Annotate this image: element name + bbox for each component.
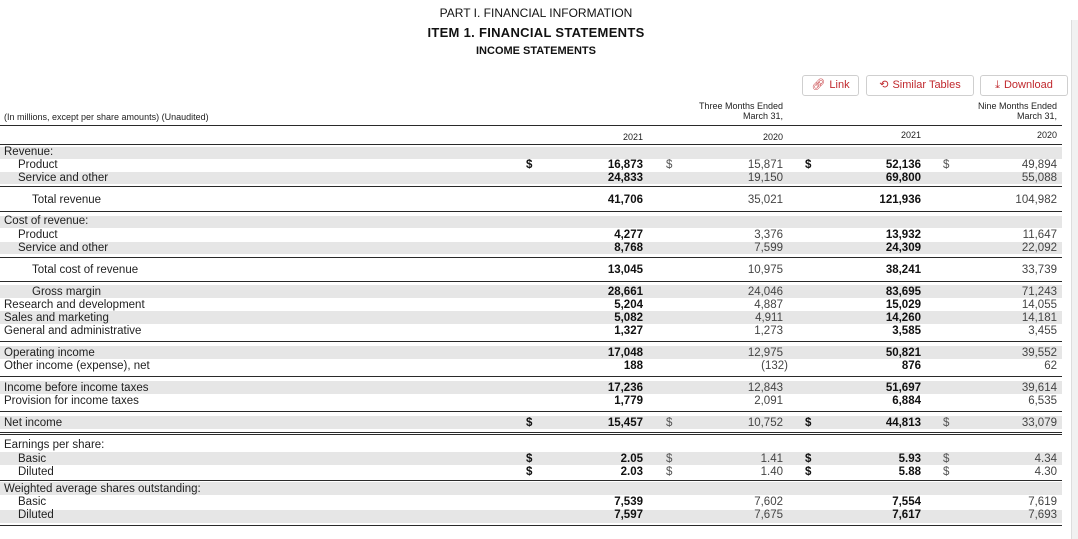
cell-income-before-tax-2020-9m: 39,614 xyxy=(1021,382,1057,394)
period-nine-line1: Nine Months Ended xyxy=(977,101,1057,111)
row-label-shares-basic: Basic xyxy=(18,496,47,508)
cell-total-revenue-2020-9m: 104,982 xyxy=(1015,194,1057,206)
currency-symbol: $ xyxy=(666,466,673,478)
similar-tables-button[interactable] xyxy=(866,75,974,96)
cell-other-income-2020-9m: 62 xyxy=(1044,360,1057,372)
cell-gross-margin-2020-3m: 24,046 xyxy=(747,286,783,298)
cell-provision-tax-2021-9m: 6,884 xyxy=(892,395,921,407)
cell-eps-basic-2020-3m: 1.41 xyxy=(760,453,783,465)
section-eps: Earnings per share: xyxy=(4,439,105,451)
rule-after-total-cost xyxy=(0,281,1062,282)
cell-provision-tax-2020-3m: 2,091 xyxy=(754,395,783,407)
cell-rev-product-2020-3m: 15,871 xyxy=(747,159,783,171)
cell-total-revenue-2021-3m: 41,706 xyxy=(607,194,643,206)
section-cost-of-revenue: Cost of revenue: xyxy=(4,215,89,227)
cell-operating-income-2020-9m: 39,552 xyxy=(1021,347,1057,359)
rule-before-total-revenue xyxy=(0,186,1062,187)
cell-eps-diluted-2020-3m: 1.40 xyxy=(760,466,783,478)
cell-provision-tax-2021-3m: 1,779 xyxy=(614,395,643,407)
cell-income-before-tax-2021-3m: 17,236 xyxy=(607,382,643,394)
cell-cost-product-2020-3m: 3,376 xyxy=(754,229,783,241)
year-col4: 2020 xyxy=(1036,130,1057,140)
cell-total-cost-2020-3m: 10,975 xyxy=(747,264,783,276)
cell-total-revenue-2020-3m: 35,021 xyxy=(747,194,783,206)
rule-after-net-income xyxy=(0,432,1062,433)
cell-rnd-2020-9m: 14,055 xyxy=(1021,299,1057,311)
cell-cost-service-2020-3m: 7,599 xyxy=(754,242,783,254)
cell-other-income-2021-3m: 188 xyxy=(623,360,643,372)
currency-symbol: $ xyxy=(526,417,533,429)
cell-rev-service-2020-9m: 55,088 xyxy=(1021,172,1057,184)
currency-symbol: $ xyxy=(805,417,812,429)
row-label-other-income: Other income (expense), net xyxy=(4,360,150,372)
history-icon: ⟲ xyxy=(879,79,889,91)
currency-symbol: $ xyxy=(943,453,950,465)
cell-shares-diluted-2021-3m: 7,597 xyxy=(614,509,643,521)
double-rule-after-net-income xyxy=(0,434,1062,435)
cell-total-cost-2021-3m: 13,045 xyxy=(607,264,643,276)
currency-symbol: $ xyxy=(666,159,673,171)
cell-shares-diluted-2021-9m: 7,617 xyxy=(892,509,921,521)
currency-symbol: $ xyxy=(526,453,533,465)
cell-net-income-2021-9m: 44,813 xyxy=(885,417,921,429)
cell-other-income-2021-9m: 876 xyxy=(901,360,921,372)
rule-before-income-before-tax xyxy=(0,376,1062,377)
row-label-cost-service: Service and other xyxy=(18,242,109,254)
row-label-rev-service: Service and other xyxy=(18,172,109,184)
period-nine-months xyxy=(920,101,1057,121)
row-label-provision-tax: Provision for income taxes xyxy=(4,395,139,407)
year-col1: 2021 xyxy=(622,132,643,142)
row-label-cost-product: Product xyxy=(18,229,58,241)
row-label-total-cost: Total cost of revenue xyxy=(32,264,139,276)
section-shares: Weighted average shares outstanding: xyxy=(4,483,201,495)
part-heading: PART I. FINANCIAL INFORMATION xyxy=(439,6,633,20)
band-revenue xyxy=(0,147,1062,159)
rule-before-operating xyxy=(0,341,1062,342)
currency-symbol: $ xyxy=(666,453,673,465)
link-button[interactable] xyxy=(802,75,859,96)
cell-total-revenue-2021-9m: 121,936 xyxy=(879,194,921,206)
cell-shares-diluted-2020-9m: 7,693 xyxy=(1028,509,1057,521)
cell-eps-basic-2020-9m: 4.34 xyxy=(1034,453,1057,465)
currency-symbol: $ xyxy=(943,159,950,171)
rule-before-total-cost xyxy=(0,257,1062,258)
cell-net-income-2020-3m: 10,752 xyxy=(747,417,783,429)
rule-bottom xyxy=(0,525,1062,526)
similar-tables-label: Similar Tables xyxy=(892,79,961,91)
band-cost xyxy=(0,216,1062,228)
cell-rev-service-2021-9m: 69,800 xyxy=(885,172,921,184)
link-icon: 🔗︎ xyxy=(811,79,826,91)
cell-net-income-2020-9m: 33,079 xyxy=(1021,417,1057,429)
download-label: Download xyxy=(1003,79,1053,91)
cell-other-income-2020-3m: (132) xyxy=(761,360,788,372)
currency-symbol: $ xyxy=(943,466,950,478)
cell-sales-marketing-2021-9m: 14,260 xyxy=(885,312,921,324)
cell-shares-diluted-2020-3m: 7,675 xyxy=(754,509,783,521)
row-label-shares-diluted: Diluted xyxy=(18,509,54,521)
currency-symbol: $ xyxy=(526,159,533,171)
cell-gna-2020-3m: 1,273 xyxy=(754,325,783,337)
cell-gross-margin-2021-9m: 83,695 xyxy=(885,286,921,298)
cell-gna-2021-9m: 3,585 xyxy=(892,325,921,337)
cell-operating-income-2021-3m: 17,048 xyxy=(607,347,643,359)
cell-rnd-2021-3m: 5,204 xyxy=(614,299,643,311)
cell-cost-product-2021-9m: 13,932 xyxy=(885,229,921,241)
cell-income-before-tax-2021-9m: 51,697 xyxy=(885,382,921,394)
cell-sales-marketing-2020-9m: 14,181 xyxy=(1021,312,1057,324)
cell-provision-tax-2020-9m: 6,535 xyxy=(1028,395,1057,407)
cell-shares-basic-2021-3m: 7,539 xyxy=(614,496,643,508)
cell-rnd-2021-9m: 15,029 xyxy=(885,299,921,311)
period-three-months xyxy=(650,101,783,121)
cell-rnd-2020-3m: 4,887 xyxy=(754,299,783,311)
cell-sales-marketing-2021-3m: 5,082 xyxy=(614,312,643,324)
cell-gna-2021-3m: 1,327 xyxy=(614,325,643,337)
cell-rev-product-2021-3m: 16,873 xyxy=(607,159,643,171)
row-label-income-before-tax: Income before income taxes xyxy=(4,382,149,394)
row-label-eps-basic: Basic xyxy=(18,453,47,465)
row-label-operating-income: Operating income xyxy=(4,347,95,359)
download-icon: ⤓ xyxy=(995,79,1000,91)
section-revenue: Revenue: xyxy=(4,146,54,158)
cell-eps-basic-2021-3m: 2.05 xyxy=(620,453,643,465)
cell-rev-product-2020-9m: 49,894 xyxy=(1021,159,1057,171)
currency-symbol: $ xyxy=(805,466,812,478)
currency-symbol: $ xyxy=(526,466,533,478)
cell-eps-diluted-2021-3m: 2.03 xyxy=(620,466,643,478)
period-nine-line2: March 31, xyxy=(1016,111,1057,121)
rule-after-eps xyxy=(0,480,1062,481)
cell-rev-product-2021-9m: 52,136 xyxy=(885,159,921,171)
cell-cost-product-2021-3m: 4,277 xyxy=(614,229,643,241)
cell-total-cost-2021-9m: 38,241 xyxy=(885,264,921,276)
row-label-rnd: Research and development xyxy=(4,299,145,311)
cell-gna-2020-9m: 3,455 xyxy=(1028,325,1057,337)
year-col2: 2020 xyxy=(762,132,783,142)
cell-total-cost-2020-9m: 33,739 xyxy=(1021,264,1057,276)
row-label-total-revenue: Total revenue xyxy=(32,194,102,206)
statement-title: INCOME STATEMENTS xyxy=(476,45,596,57)
currency-symbol: $ xyxy=(666,417,673,429)
row-label-sales-marketing: Sales and marketing xyxy=(4,312,109,324)
cell-shares-basic-2020-9m: 7,619 xyxy=(1028,496,1057,508)
row-label-gna: General and administrative xyxy=(4,325,142,337)
cell-operating-income-2020-3m: 12,975 xyxy=(747,347,783,359)
year-col3: 2021 xyxy=(900,130,921,140)
cell-rev-service-2020-3m: 19,150 xyxy=(747,172,783,184)
cell-eps-diluted-2021-9m: 5.88 xyxy=(898,466,921,478)
row-label-rev-product: Product xyxy=(18,159,58,171)
item-heading: ITEM 1. FINANCIAL STATEMENTS xyxy=(427,25,645,40)
cell-operating-income-2021-9m: 50,821 xyxy=(885,347,921,359)
cell-cost-service-2021-3m: 8,768 xyxy=(614,242,643,254)
cell-cost-service-2020-9m: 22,092 xyxy=(1021,242,1057,254)
period-three-line2: March 31, xyxy=(742,111,783,121)
cell-eps-diluted-2020-9m: 4.30 xyxy=(1034,466,1057,478)
row-label-gross-margin: Gross margin xyxy=(32,286,102,298)
download-button[interactable] xyxy=(980,75,1068,96)
rule-after-total-revenue xyxy=(0,211,1062,212)
cell-sales-marketing-2020-3m: 4,911 xyxy=(755,312,783,324)
period-three-line1: Three Months Ended xyxy=(698,101,783,111)
cell-eps-basic-2021-9m: 5.93 xyxy=(898,453,921,465)
cell-cost-service-2021-9m: 24,309 xyxy=(885,242,921,254)
scrollbar-track[interactable] xyxy=(1071,20,1078,539)
row-label-net-income: Net income xyxy=(4,417,63,429)
cell-gross-margin-2021-3m: 28,661 xyxy=(607,286,643,298)
cell-income-before-tax-2020-3m: 12,843 xyxy=(747,382,783,394)
rule-before-net-income xyxy=(0,411,1062,412)
header-rule xyxy=(0,125,1062,126)
row-label-eps-diluted: Diluted xyxy=(18,466,54,478)
cell-rev-service-2021-3m: 24,833 xyxy=(607,172,643,184)
cell-gross-margin-2020-9m: 71,243 xyxy=(1021,286,1057,298)
currency-symbol: $ xyxy=(943,417,950,429)
currency-symbol: $ xyxy=(805,159,812,171)
cell-net-income-2021-3m: 15,457 xyxy=(607,417,643,429)
currency-symbol: $ xyxy=(805,453,812,465)
link-button-label: Link xyxy=(829,79,850,91)
year-rule xyxy=(0,144,1062,145)
cell-shares-basic-2021-9m: 7,554 xyxy=(892,496,921,508)
cell-cost-product-2020-9m: 11,647 xyxy=(1022,229,1057,241)
units-note: (In millions, except per share amounts) (Unaudited) xyxy=(4,112,209,122)
cell-shares-basic-2020-3m: 7,602 xyxy=(754,496,783,508)
